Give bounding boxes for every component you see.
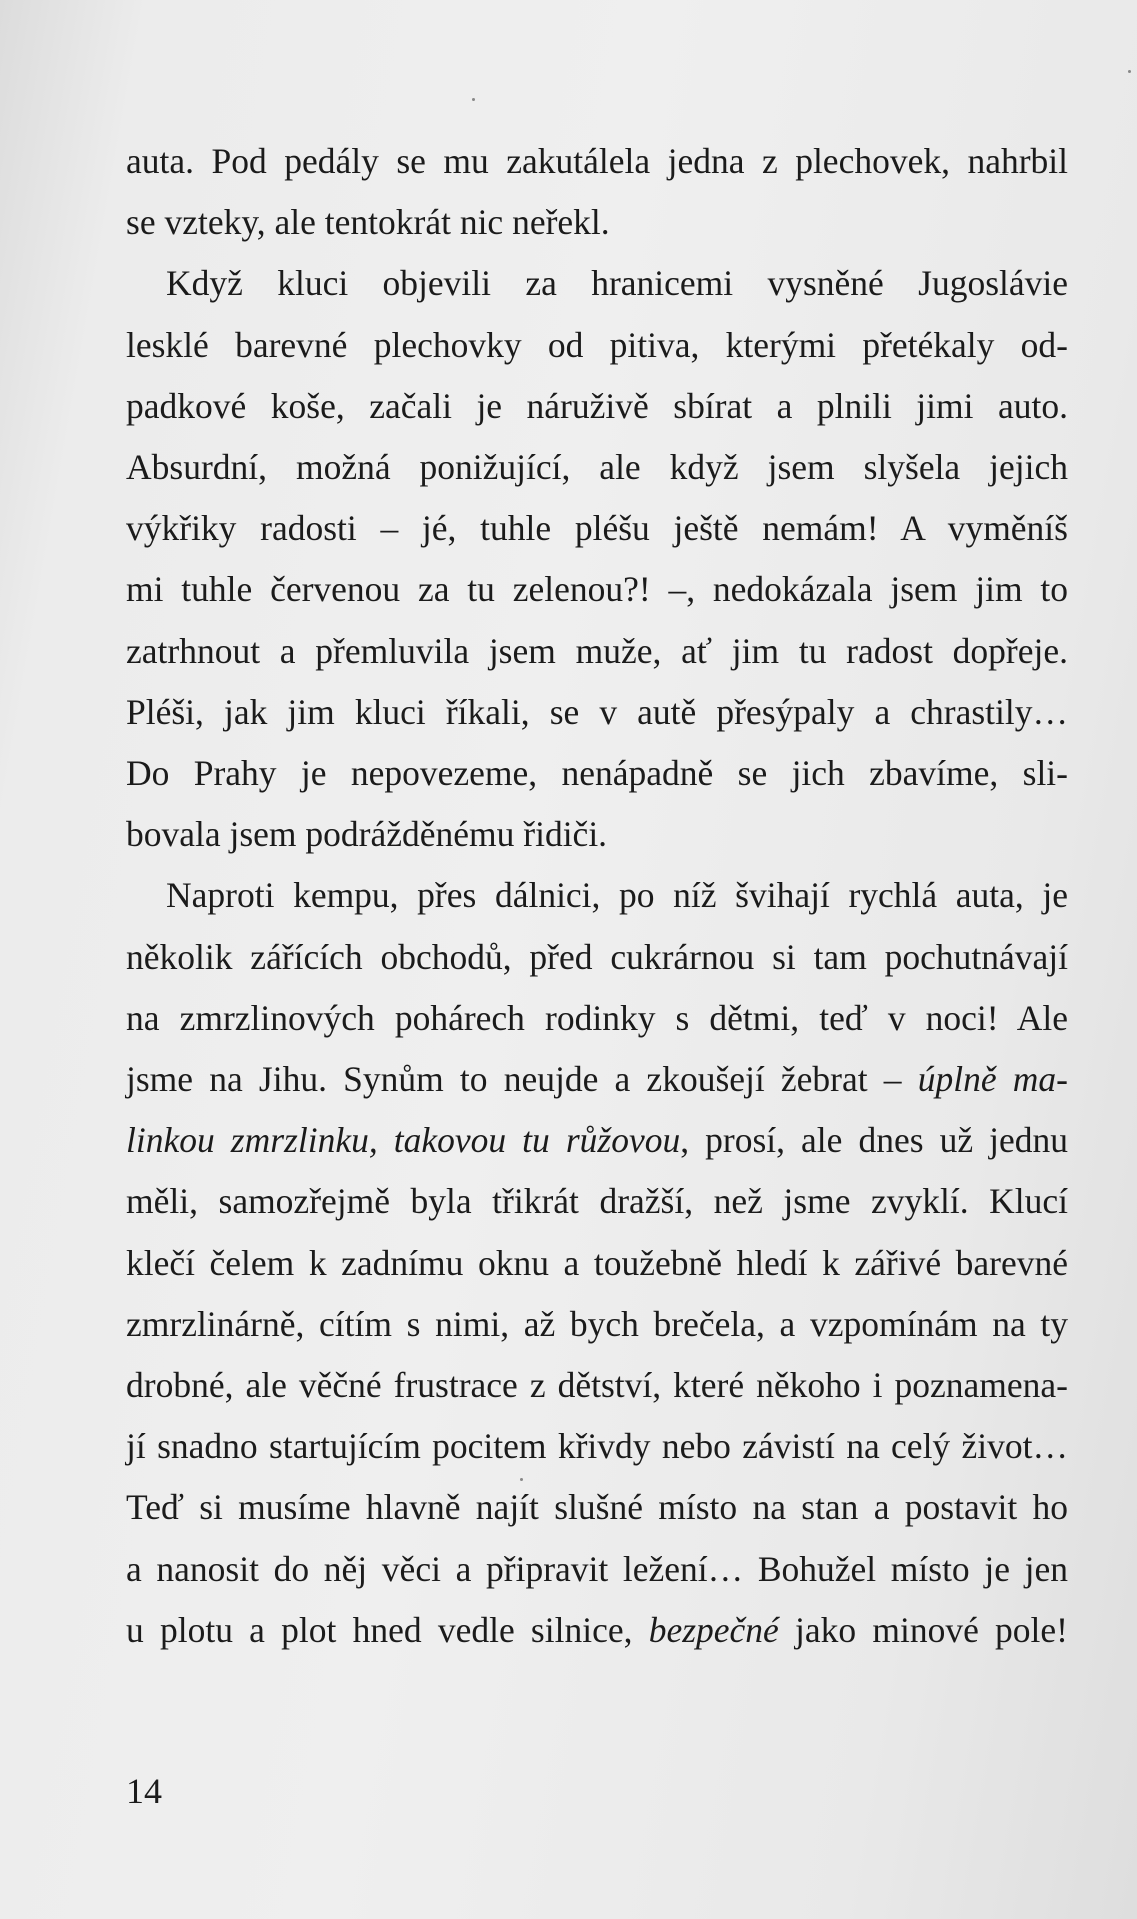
text-line: klečí čelem k zadnímu oknu a toužebně hledí k zářivé barevné	[126, 1242, 1068, 1283]
text-run: jako minové pole!	[795, 1609, 1069, 1650]
text-line: výkřiky radosti – jé, tuhle pléšu ještě nemám! A vyměníš	[126, 508, 1068, 549]
text-line: jí snadno startujícím pocitem křivdy nebo závistí na celý život…	[126, 1426, 1068, 1467]
text-line: bovala jsem podrážděnému řidiči.	[126, 814, 608, 855]
text-run: u plotu a plot hned vedle silnice,	[126, 1609, 649, 1650]
text-line: Když kluci objevili za hranicemi vysněné Jugoslávie	[166, 263, 1068, 304]
text-line: Absurdní, možná ponižující, ale když jsem slyšela jejich	[126, 447, 1068, 488]
text-line: padkové koše, začali je náruživě sbírat a plnili jimi auto.	[126, 385, 1068, 426]
paragraph	[126, 131, 1068, 253]
text-line: Do Prahy je nepovezeme, nenápadně se jich zbavíme, sli-	[126, 753, 1068, 794]
body-text	[126, 131, 1068, 1661]
page-number: 14	[126, 1771, 162, 1811]
text-line: drobné, ale věčné frustrace z dětství, které někoho i poznamena-	[126, 1365, 1068, 1406]
text-line: zatrhnout a přemluvila jsem muže, ať jim tu radost dopřeje.	[126, 630, 1068, 671]
text-line: měli, samozřejmě byla třikrát dražší, než jsme zvyklí. Klucí	[126, 1181, 1068, 1222]
text-line: se vzteky, ale tentokrát nic neřekl.	[126, 202, 610, 243]
text-line: mi tuhle červenou za tu zelenou?! –, nedokázala jsem jim to	[126, 569, 1068, 610]
text-run: , prosí, ale dnes už jednu	[680, 1120, 1068, 1161]
text-run: jsme na Jihu. Synům to neujde a zkoušejí žebrat –	[126, 1059, 918, 1100]
italic-text: linkou zmrzlinku, takovou tu růžovou	[126, 1120, 681, 1161]
text-line: Teď si musíme hlavně najít slušné místo na stan a postavit ho	[126, 1487, 1068, 1528]
italic-text: úplně ma-	[917, 1059, 1068, 1100]
text-line: a nanosit do něj věci a připravit ležení… Bohužel místo je jen	[126, 1548, 1068, 1589]
text-line: několik zářících obchodů, před cukrárnou si tam pochutnávají	[126, 936, 1068, 977]
text-line: lesklé barevné plechovky od pitiva, kterými přetékaly od-	[126, 324, 1068, 365]
paragraph	[126, 865, 1068, 1661]
text-line: zmrzlinárně, cítím s nimi, až bych brečela, a vzpomínám na ty	[126, 1303, 1068, 1344]
text-line: auta. Pod pedály se mu zakutálela jedna z plechovek, nahrbil	[126, 141, 1068, 181]
italic-text: bezpečné	[648, 1609, 779, 1650]
text-line	[126, 1600, 1068, 1661]
text-line: na zmrzlinových pohárech rodinky s dětmi, teď v noci! Ale	[126, 997, 1068, 1038]
text-line: Naproti kempu, přes dálnici, po níž švihají rychlá auta, je	[166, 875, 1068, 916]
paper-speck	[472, 98, 475, 101]
paper-speck	[1128, 70, 1131, 73]
paragraph	[126, 253, 1068, 865]
text-line	[126, 1110, 1068, 1171]
text-line	[126, 1049, 1068, 1110]
text-line: Pléši, jak jim kluci říkali, se v autě přesýpaly a chrastily…	[126, 691, 1068, 732]
